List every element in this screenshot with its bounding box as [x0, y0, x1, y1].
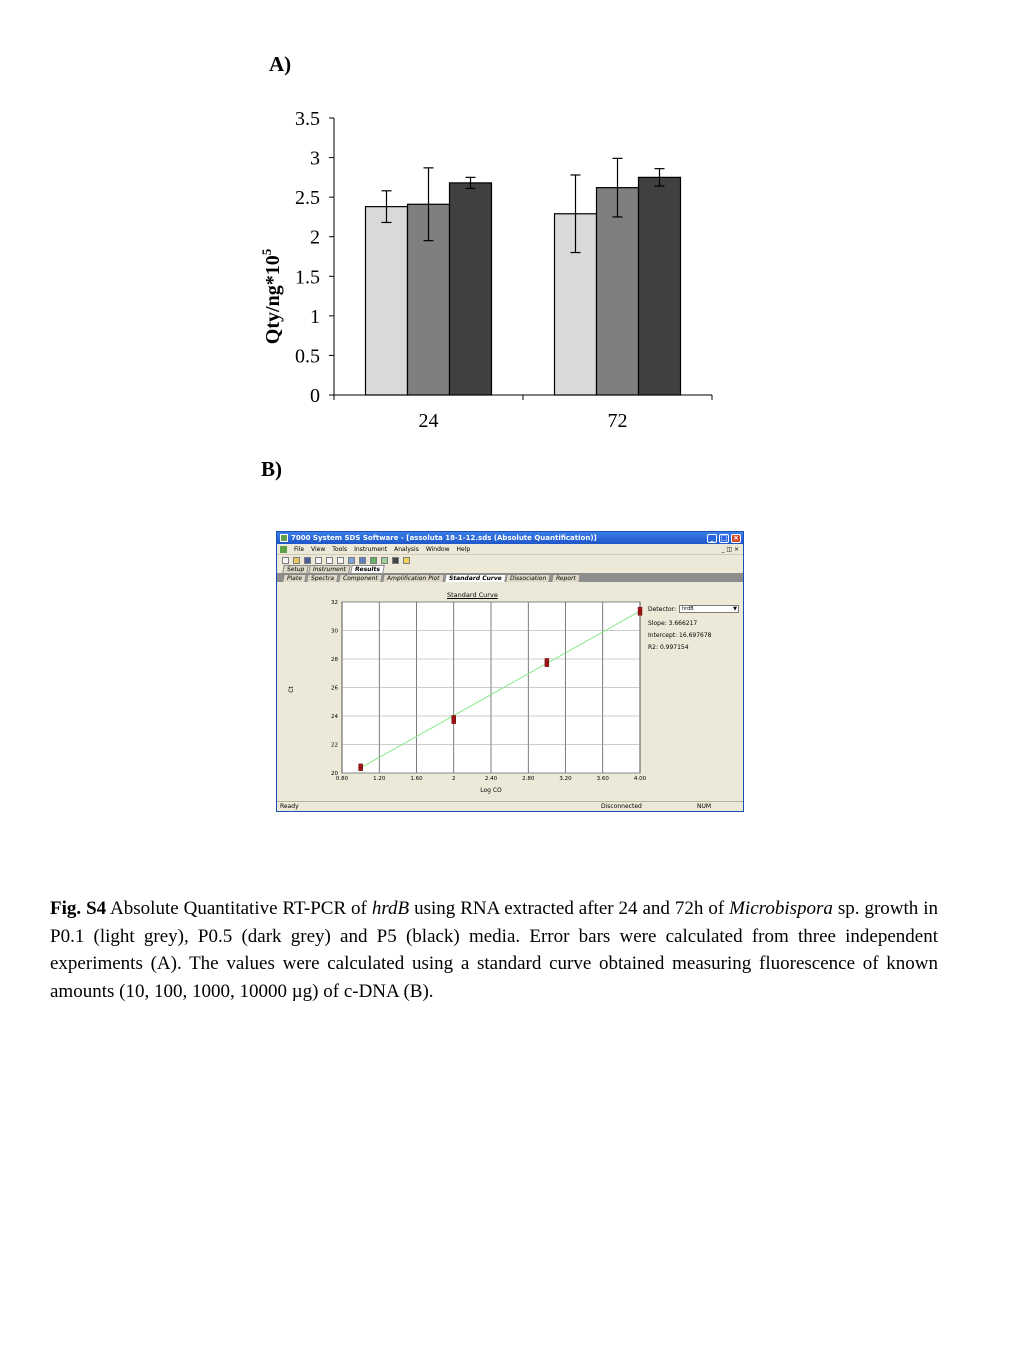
minimize-button[interactable]: _ [707, 534, 717, 543]
menu-analysis[interactable]: Analysis [394, 545, 419, 553]
y-tick-label-4: 28 [331, 657, 338, 663]
report-icon[interactable] [359, 557, 366, 564]
caption-text-3: sp. growth in P0.1 (light grey), P0.5 (dark grey) and P5 (black) media. Error bars were calculated from three independent experiments (A). The values were calculated using a standard curve obtained measuring fluorescence of known amounts (10, 100, 1000, 10000 µg) of c-DNA (B). [50, 898, 939, 1002]
x-axis-label: Log CO [480, 787, 502, 794]
menu-view[interactable]: View [311, 545, 326, 553]
figure-caption [50, 895, 938, 1005]
result-tabs [277, 573, 743, 582]
tab-spectra[interactable]: Spectra [306, 574, 339, 582]
menu-file[interactable]: File [294, 545, 305, 553]
tab-instrument[interactable]: Instrument [309, 565, 351, 573]
close-button[interactable]: × [731, 534, 741, 543]
panel-a-label: A) [269, 52, 292, 76]
tab-component[interactable]: Component [338, 574, 382, 582]
slope-value: 3.666217 [668, 620, 698, 627]
y-tick-label-6: 32 [331, 600, 338, 606]
x-tick-label-4: 2.40 [484, 776, 498, 782]
slope-readout [648, 620, 697, 627]
tab-results[interactable]: Results [351, 565, 385, 573]
print-icon[interactable] [315, 557, 322, 564]
x-tick-label-1: 72 [607, 410, 628, 432]
x-tick-label-7: 3.60 [596, 776, 609, 782]
x-tick-label-6: 3.20 [559, 776, 572, 782]
bar-72-s2 [639, 177, 681, 395]
standard-curve-plot [279, 585, 741, 800]
status-num: NUM [697, 803, 712, 810]
caption-text-1: Absolute Quantitative RT-PCR of [106, 898, 372, 919]
window-title: 7000 System SDS Software - [assoluta 18-1-12.sds (Absolute Quantification)] [291, 534, 597, 542]
y-tick-label-5: 2.5 [295, 187, 320, 210]
panel-b-label: B) [261, 457, 282, 481]
open-folder-icon[interactable] [293, 557, 300, 564]
bar-24-s2 [450, 183, 492, 395]
x-tick-label-5: 2.80 [522, 776, 535, 782]
toolbar [277, 554, 743, 565]
data-point-4 [452, 718, 456, 722]
y-tick-label-6: 3 [310, 147, 320, 170]
bar-chart-a [250, 100, 730, 440]
run-icon[interactable] [370, 557, 377, 564]
maximize-button[interactable]: □ [720, 533, 728, 542]
menu-instrument[interactable]: Instrument [354, 545, 388, 553]
menu-window[interactable]: Window [425, 545, 450, 553]
slope-label: Slope: [648, 620, 667, 627]
tab-standard-curve[interactable]: Standard Curve [444, 574, 506, 582]
tab-plate[interactable]: Plate [282, 574, 306, 582]
zoom-icon[interactable] [337, 557, 344, 564]
binoculars-icon[interactable] [392, 557, 399, 564]
intercept-value: 16.697678 [679, 632, 712, 639]
tab-dissociation[interactable]: Dissociation [506, 574, 552, 582]
detector-value: hrdB [682, 606, 694, 612]
status-ready: Ready [280, 803, 299, 810]
data-point-7 [638, 611, 642, 615]
caption-figure-label: Fig. S4 [50, 898, 107, 919]
y-tick-label-7: 3.5 [295, 108, 320, 130]
x-tick-label-0: 24 [418, 410, 439, 432]
caption-gene: hrdB [371, 898, 410, 919]
menu-help[interactable]: Help [456, 545, 471, 553]
app-icon [280, 534, 288, 542]
x-tick-label-2: 1.60 [410, 776, 423, 782]
bar-72-s1 [597, 188, 639, 395]
r2-readout [648, 644, 689, 651]
status-bar [277, 801, 743, 811]
y-tick-label-4: 2 [310, 226, 320, 249]
status-connection: Disconnected [601, 803, 642, 810]
x-tick-label-0: 0.80 [335, 776, 349, 782]
r2-label: R2: [648, 644, 659, 651]
y-tick-label-5: 30 [331, 628, 338, 635]
y-tick-label-0: 20 [331, 771, 338, 777]
chevron-down-icon: ▼ [733, 606, 737, 612]
title-bar [277, 532, 743, 544]
tab-amplification-plot[interactable]: Amplification Plot [382, 574, 444, 582]
detector-dropdown[interactable] [679, 605, 739, 613]
data-point-8 [638, 607, 642, 611]
analyze-icon[interactable] [381, 557, 388, 564]
y-tick-label-2: 24 [331, 714, 338, 720]
bar-24-s0 [366, 207, 408, 395]
menu-bar [277, 544, 743, 554]
plot-title: Standard Curve [447, 591, 498, 599]
y-tick-label-3: 1.5 [295, 266, 320, 289]
x-tick-label-3: 2 [452, 776, 456, 782]
save-icon[interactable] [304, 557, 311, 564]
intercept-label: Intercept: [648, 632, 678, 639]
caption-text-2: using RNA extracted after 24 and 72h of [409, 898, 730, 919]
print-preview-icon[interactable] [326, 557, 333, 564]
help-icon[interactable] [403, 557, 410, 564]
mdi-controls[interactable]: _ ◫ × [721, 545, 739, 553]
y-axis-label: Qty/$ng*10^5$ [259, 248, 284, 345]
new-file-icon[interactable] [282, 557, 289, 564]
data-point-1 [359, 764, 363, 768]
detector-label: Detector: [648, 606, 677, 613]
table-icon[interactable] [348, 557, 355, 564]
tab-setup[interactable]: Setup [282, 565, 309, 573]
software-window [276, 531, 744, 812]
y-tick-label-3: 26 [331, 685, 338, 692]
standard-curve-panel [279, 585, 741, 800]
caption-organism: Microbispora [729, 898, 833, 919]
y-axis-label: Ct [288, 686, 295, 693]
data-point-6 [545, 658, 549, 662]
intercept-readout [648, 632, 712, 639]
document-icon [280, 546, 287, 553]
y-tick-label-2: 1 [310, 305, 320, 328]
y-tick-label-1: 22 [331, 742, 338, 749]
top-tabs [277, 565, 743, 573]
tab-report[interactable]: Report [551, 574, 580, 582]
x-tick-label-8: 4.00 [633, 776, 647, 782]
x-tick-label-1: 1.20 [373, 776, 386, 782]
y-tick-label-0: 0 [310, 385, 320, 407]
y-tick-label-1: 0.5 [295, 345, 320, 368]
menu-tools[interactable]: Tools [332, 545, 348, 553]
r2-value: 0.997154 [659, 644, 689, 651]
data-point-5 [545, 663, 549, 667]
